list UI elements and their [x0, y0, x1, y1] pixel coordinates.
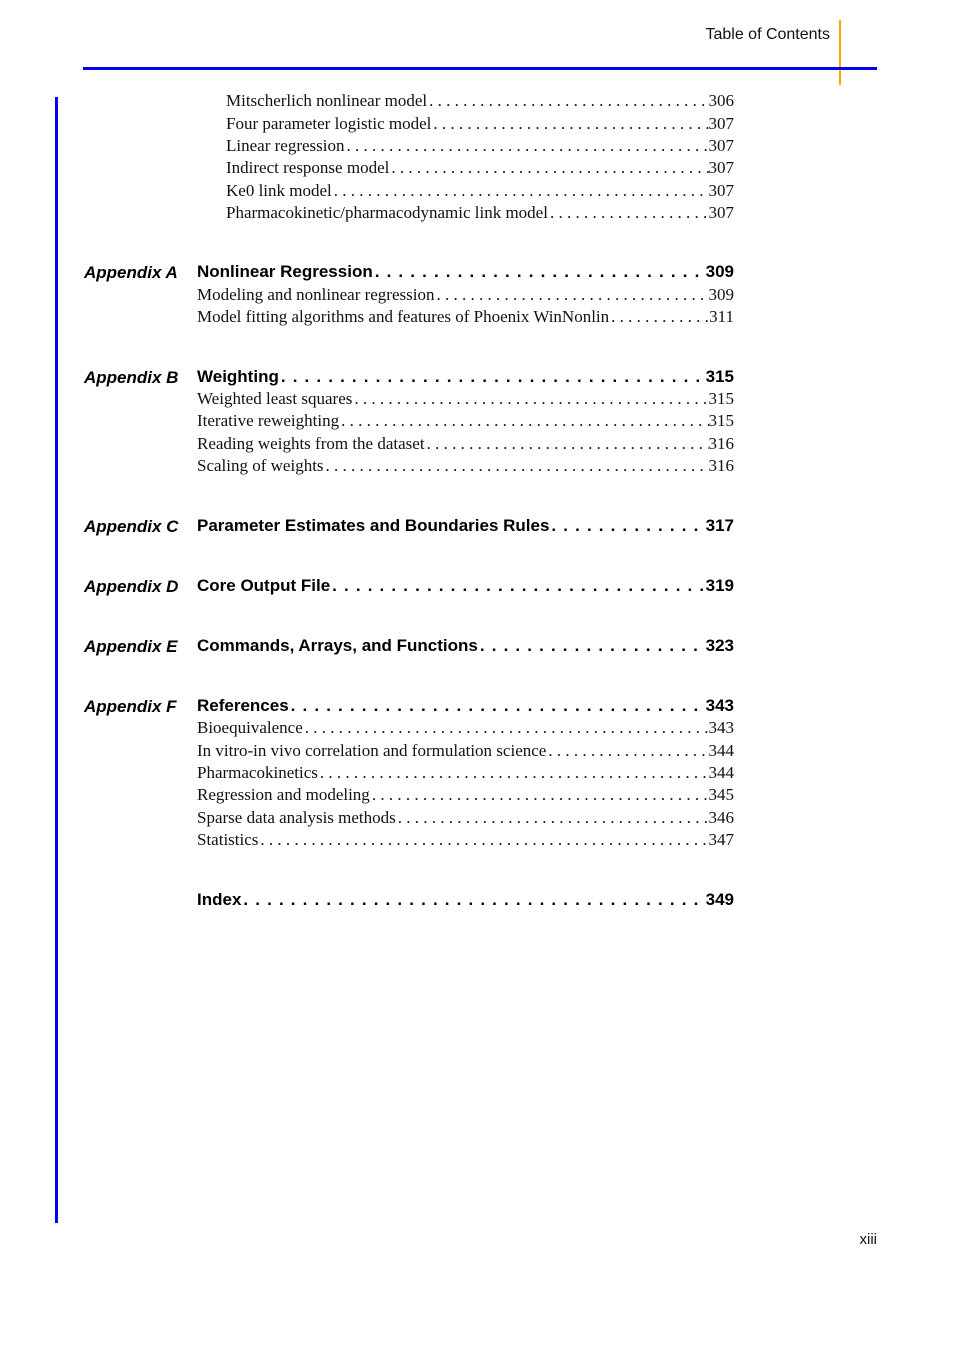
toc-entry-page: 306 [708, 91, 734, 110]
toc-entry[interactable] [197, 307, 734, 329]
toc-entry[interactable] [226, 158, 734, 180]
dot-leader [434, 285, 708, 305]
toc-chapter-title: Weighting [197, 367, 279, 386]
toc-chapter-title: Parameter Estimates and Boundaries Rules [197, 516, 550, 535]
toc-entry-page: 307 [708, 158, 734, 177]
dot-leader [373, 262, 706, 282]
toc-entry[interactable] [226, 136, 734, 158]
toc-entry-page: 315 [708, 389, 734, 408]
toc-chapter-page: 315 [705, 367, 734, 386]
toc-entry-page: 307 [708, 203, 734, 222]
toc-chapter-page: 343 [705, 696, 734, 715]
toc-entry-label: Linear regression [226, 136, 345, 155]
toc-entry[interactable] [226, 91, 734, 113]
toc-chapter[interactable] [197, 367, 734, 391]
dot-leader [344, 136, 708, 156]
toc-chapter[interactable] [197, 636, 734, 660]
dot-leader [339, 411, 708, 431]
dot-leader [396, 808, 709, 828]
toc-chapter-page: 319 [705, 576, 734, 595]
toc-entry-label: Statistics [197, 830, 259, 849]
appendix-label: Appendix A [84, 263, 178, 282]
toc-entry-label: Modeling and nonlinear regression [197, 285, 435, 304]
toc-entry-label: In vitro-in vivo correlation and formulation science [197, 741, 547, 760]
toc-chapter[interactable] [197, 696, 734, 720]
dot-leader [303, 718, 709, 738]
toc-entry-page: 307 [708, 136, 734, 155]
toc-entry[interactable] [226, 181, 734, 203]
toc-entry[interactable] [226, 114, 734, 136]
dot-leader [330, 576, 705, 596]
dot-leader [478, 636, 706, 656]
toc-chapter-page: 317 [705, 516, 734, 535]
dot-leader [289, 696, 706, 716]
toc-entry-label: Regression and modeling [197, 785, 370, 804]
dot-leader [258, 830, 708, 850]
toc-entry-page: 316 [708, 434, 734, 453]
toc-entry-page: 316 [708, 456, 734, 475]
toc-chapter-title: Core Output File [197, 576, 331, 595]
toc-entry-page: 343 [708, 718, 734, 737]
toc-entry-label: Pharmacokinetic/pharmacodynamic link model [226, 203, 548, 222]
toc-entry-page: 344 [708, 763, 734, 782]
dot-leader [425, 434, 709, 454]
toc-entry[interactable] [197, 718, 734, 740]
toc-index-page: 349 [705, 890, 734, 909]
toc-entry-page: 307 [708, 181, 734, 200]
toc-entry-label: Sparse data analysis methods [197, 808, 396, 827]
toc-chapter-title: Commands, Arrays, and Functions [197, 636, 478, 655]
toc-entry[interactable] [197, 434, 734, 456]
appendix-label: Appendix E [84, 637, 178, 656]
dot-leader [431, 114, 708, 134]
toc-entry-label: Weighted least squares [197, 389, 353, 408]
toc-chapter[interactable] [197, 262, 734, 286]
dot-leader [279, 367, 706, 387]
toc-entry-label: Pharmacokinetics [197, 763, 318, 782]
header-rule [83, 67, 877, 70]
toc-entry-label: Bioequivalence [197, 718, 303, 737]
toc-index-title: Index [197, 890, 242, 909]
toc-entry-page: 311 [709, 307, 734, 326]
dot-leader [548, 203, 709, 223]
appendix-label: Appendix F [84, 697, 177, 716]
toc-entry-label: Iterative reweighting [197, 411, 340, 430]
toc-entry-label: Model fitting algorithms and features of Phoenix WinNonlin [197, 307, 610, 326]
toc-entry-page: 309 [708, 285, 734, 304]
toc-entry-page: 344 [708, 741, 734, 760]
dot-leader [389, 158, 708, 178]
toc-entry[interactable] [197, 285, 734, 307]
dot-leader [609, 307, 709, 327]
toc-entry[interactable] [226, 203, 734, 225]
toc-chapter[interactable] [197, 516, 734, 540]
header-accent-rule [839, 20, 841, 85]
toc-entry-label: Indirect response model [226, 158, 390, 177]
toc-entry[interactable] [197, 741, 734, 763]
toc-entry-page: 346 [708, 808, 734, 827]
page-number: xiii [859, 1231, 877, 1248]
dot-leader [318, 763, 709, 783]
toc-entry[interactable] [197, 785, 734, 807]
toc-entry[interactable] [197, 411, 734, 433]
toc-entry-page: 347 [708, 830, 734, 849]
appendix-label: Appendix B [84, 368, 179, 387]
toc-entry-label: Four parameter logistic model [226, 114, 432, 133]
toc-entry[interactable] [197, 808, 734, 830]
toc-entry-page: 307 [708, 114, 734, 133]
toc-entry-label: Reading weights from the dataset [197, 434, 425, 453]
appendix-label: Appendix D [84, 577, 179, 596]
appendix-label: Appendix C [84, 517, 179, 536]
toc-entry[interactable] [197, 763, 734, 785]
toc-index[interactable] [197, 890, 734, 914]
toc-chapter[interactable] [197, 576, 734, 600]
dot-leader [549, 516, 705, 536]
dot-leader [241, 890, 705, 910]
toc-chapter-title: References [197, 696, 289, 715]
dot-leader [352, 389, 708, 409]
running-header-title: Table of Contents [705, 26, 830, 43]
toc-chapter-title: Nonlinear Regression [197, 262, 373, 281]
toc-entry[interactable] [197, 830, 734, 852]
margin-rule [55, 97, 58, 1223]
dot-leader [370, 785, 709, 805]
toc-entry[interactable] [197, 389, 734, 411]
dot-leader [427, 91, 708, 111]
dot-leader [546, 741, 708, 761]
dot-leader [324, 456, 709, 476]
toc-entry-label: Mitscherlich nonlinear model [226, 91, 428, 110]
toc-entry[interactable] [197, 456, 734, 478]
dot-leader [332, 181, 709, 201]
toc-entry-label: Scaling of weights [197, 456, 324, 475]
toc-chapter-page: 323 [705, 636, 734, 655]
toc-entry-page: 345 [708, 785, 734, 804]
toc-entry-page: 315 [708, 411, 734, 430]
toc-chapter-page: 309 [705, 262, 734, 281]
toc-entry-label: Ke0 link model [226, 181, 332, 200]
